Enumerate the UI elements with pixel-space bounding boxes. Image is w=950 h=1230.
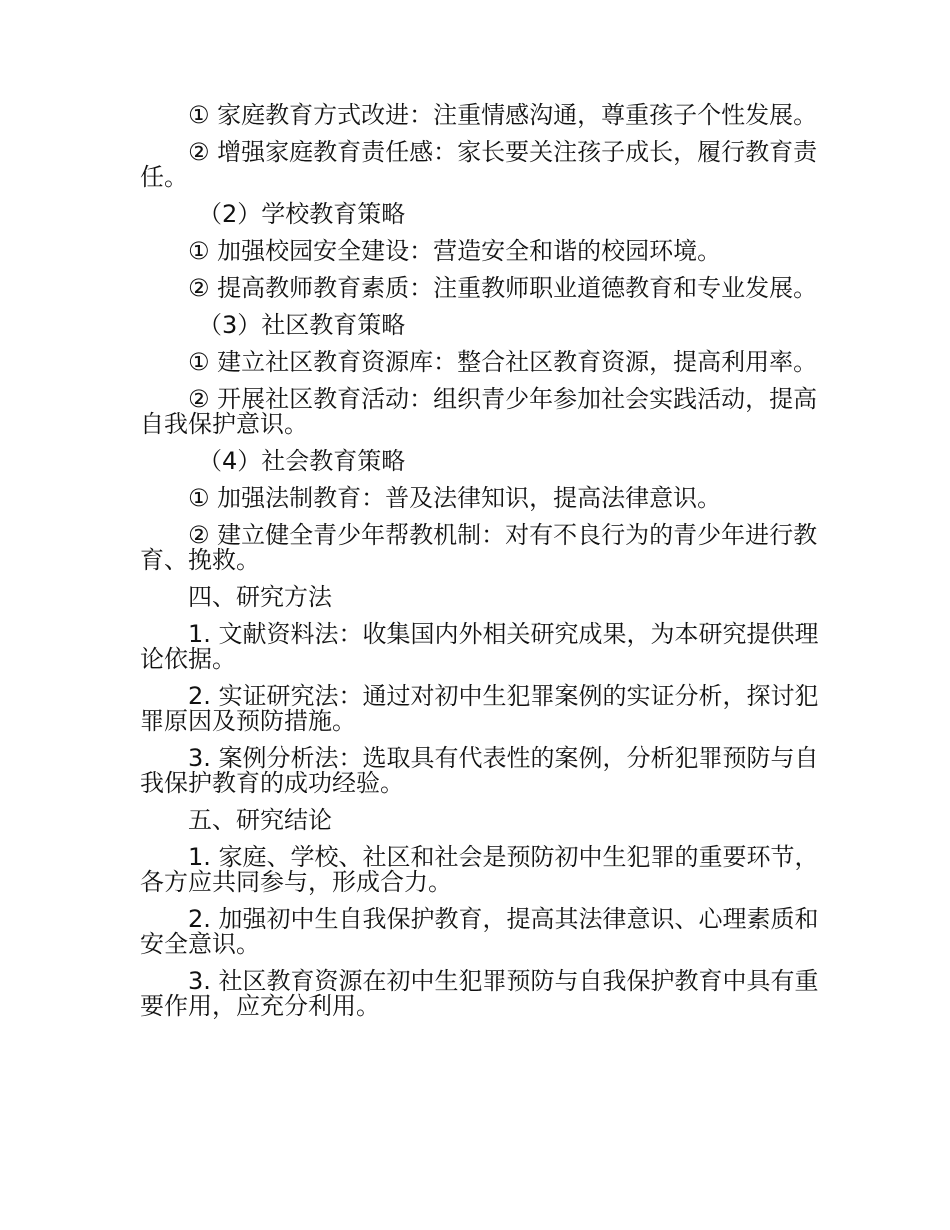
heading-school-strategy: （2）学校教育策略 (198, 200, 406, 228)
paragraph-campus-safety: ① 加强校园安全建设：营造安全和谐的校园环境。 (188, 237, 722, 265)
paragraph-teacher-quality: ② 提高教师教育素质：注重教师职业道德教育和专业发展。 (188, 274, 818, 302)
paragraph-family-responsibility: ② 增强家庭教育责任感：家长要关注孩子成长，履行教育责任。 (140, 138, 818, 191)
paragraph-conclusion-3: 3. 社区教育资源在初中生犯罪预防与自我保护教育中具有重要作用，应充分利用。 (140, 967, 819, 1020)
section-heading-conclusions: 五、研究结论 (188, 806, 332, 834)
paragraph-conclusion-2: 2. 加强初中生自我保护教育，提高其法律意识、心理素质和安全意识。 (140, 905, 819, 958)
paragraph-community-resources: ① 建立社区教育资源库：整合社区教育资源，提高利用率。 (188, 348, 818, 376)
paragraph-family-method: ① 家庭教育方式改进：注重情感沟通，尊重孩子个性发展。 (188, 101, 818, 129)
paragraph-help-mechanism: ② 建立健全青少年帮教机制：对有不良行为的青少年进行教育、挽救。 (140, 521, 818, 574)
paragraph-literature-method: 1. 文献资料法：收集国内外相关研究成果，为本研究提供理论依据。 (140, 620, 819, 673)
paragraph-case-method: 3. 案例分析法：选取具有代表性的案例，分析犯罪预防与自我保护教育的成功经验。 (140, 744, 819, 797)
paragraph-community-activities: ② 开展社区教育活动：组织青少年参加社会实践活动，提高自我保护意识。 (140, 385, 818, 438)
document-page (140, 103, 820, 1031)
paragraph-conclusion-1: 1. 家庭、学校、社区和社会是预防初中生犯罪的重要环节，各方应共同参与，形成合力。 (140, 843, 819, 896)
paragraph-legal-education: ① 加强法制教育：普及法律知识，提高法律意识。 (188, 484, 722, 512)
paragraph-empirical-method: 2. 实证研究法：通过对初中生犯罪案例的实证分析，探讨犯罪原因及预防措施。 (140, 682, 819, 735)
heading-society-strategy: （4）社会教育策略 (198, 447, 406, 475)
section-heading-research-methods: 四、研究方法 (188, 583, 332, 611)
heading-community-strategy: （3）社区教育策略 (198, 311, 406, 339)
